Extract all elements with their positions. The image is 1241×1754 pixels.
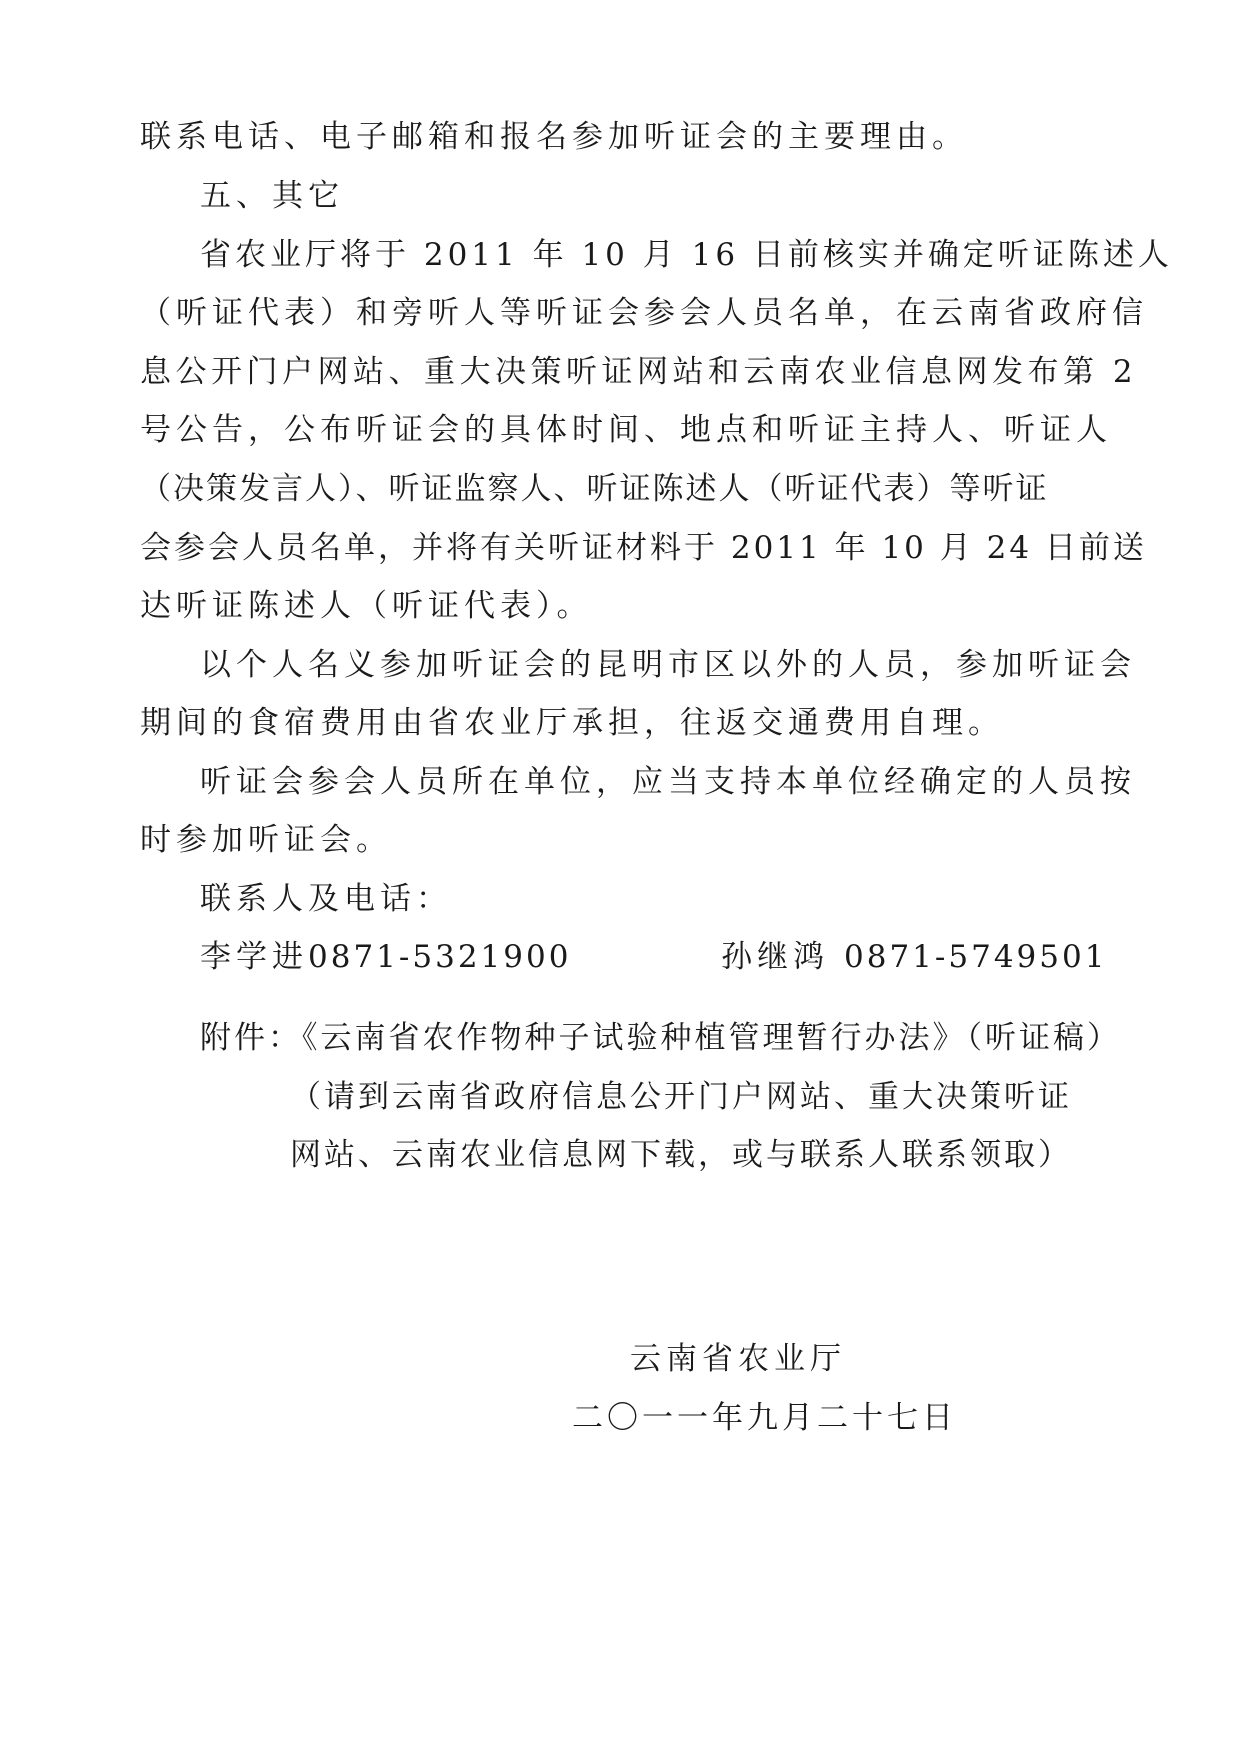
signature-date: 二〇一一年九月二十七日 [572,1400,957,1436]
contacts-row [200,937,1107,977]
body-line: （听证代表）和旁听人等听证会参会人员名单，在云南省政府信 [140,295,1148,331]
body-line: 号公告，公布听证会的具体时间、地点和听证主持人、听证人 [140,412,1112,448]
contact-entry [200,939,586,975]
body-line: 联系电话、电子邮箱和报名参加听证会的主要理由。 [140,119,968,155]
attachment-note: （请到云南省政府信息公开门户网站、重大决策听证 [290,1079,1072,1115]
body-line: 期间的食宿费用由省农业厅承担，往返交通费用自理。 [140,705,1004,741]
attachment-title: 《云南省农作物种子试验种植管理暂行办法》（听证稿） [302,1020,1121,1056]
body-line: 省农业厅将于 2011 年 10 月 16 日前核实并确定听证陈述人 [200,237,1173,273]
body-line: （决策发言人）、听证监察人、听证陈述人（听证代表）等听证 [140,471,1049,507]
section-heading: 五、其它 [200,178,344,214]
body-line: 达听证陈述人（听证代表）。 [140,588,593,624]
contact-name: 孙继鸿 [721,939,830,975]
body-line: 以个人名义参加听证会的昆明市区以外的人员，参加听证会 [200,647,1136,683]
body-line: 听证会参会人员所在单位，应当支持本单位经确定的人员按 [200,764,1136,800]
contact-phone: 0871-5749501 [844,939,1108,975]
contact-name: 李学进 [200,939,308,975]
body-line: 会参会人员名单，并将有关听证材料于 2011 年 10 月 24 日前送 [140,530,1147,566]
contacts-heading: 联系人及电话： [200,881,452,917]
attachment-note: 网站、云南农业信息网下载，或与联系人联系领取） [290,1137,1072,1173]
signature-organization: 云南省农业厅 [630,1341,846,1377]
attachment-line [200,1018,1121,1058]
body-line: 息公开门户网站、重大决策听证网站和云南农业信息网发布第 2 [140,354,1138,390]
contact-entry [721,939,1107,975]
contact-phone: 0871-5321900 [308,939,572,975]
body-line: 时参加听证会。 [140,822,392,858]
attachment-label: 附件： [200,1020,302,1056]
